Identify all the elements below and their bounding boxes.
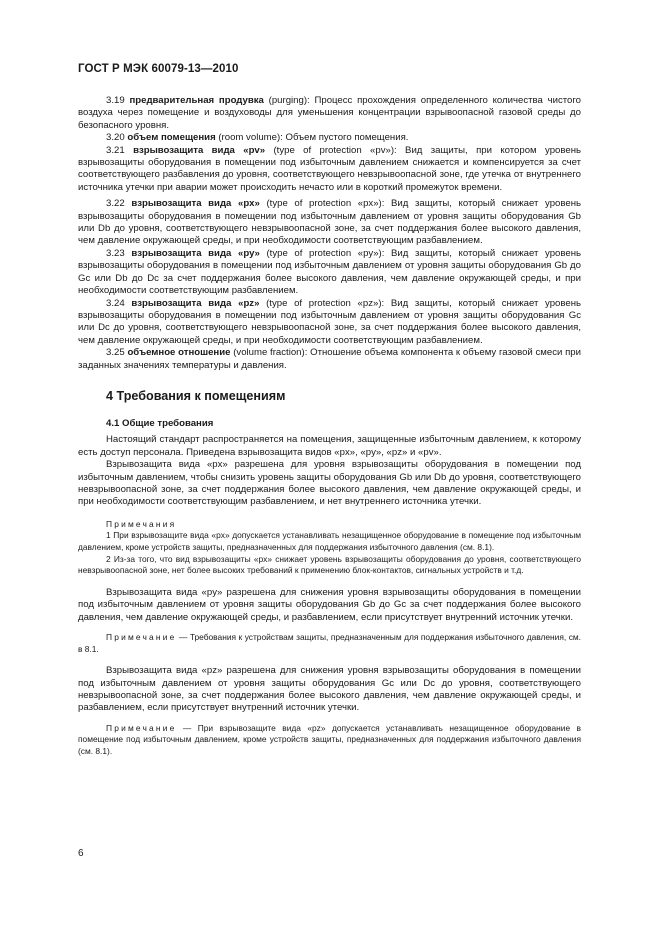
term-definition: (type of protection «px»): Вид защиты, который снижает уровень взрывозащиты оборудования в помещении под избыточным давлением от уровня защиты оборудования Gb или Db до уровня, соответствующего невзрывоопасной зоне, за счет поддержания более высокого давления, чем давление окружающей среды, и при необходимости соответствующим разбавлением. bbox=[78, 198, 582, 247]
term-number: 3.22 bbox=[106, 198, 125, 210]
note: 2 Из-за того, что вид взрывозащиты «px» снижает уровень взрывозащиты оборудования до уровня, соответствующего невзрывоопасной зоне, нет более высоких требований к применению блок-контактов, сигнальных устройств и т.д. bbox=[78, 553, 581, 576]
term-number: 3.19 bbox=[106, 95, 125, 106]
term-number: 3.20 bbox=[106, 132, 125, 144]
term-3-24 bbox=[78, 298, 581, 348]
term-number: 3.23 bbox=[106, 247, 125, 259]
term-definition: (type of protection «pz»): Вид защиты, который снижает уровень взрывозащиты оборудования в помещении под избыточным давлением от уровня защиты оборудования Gc или Dc до уровня, соответствующего невзрывоопасной зоне, за счет поддержания более высокого давления, чем давление окружающей среды, и при необходимости соответствующим разбавлением. bbox=[78, 297, 581, 346]
note-text: — При взрывозащите вида «pz» допускается устанавливать незащищенное оборудование в помещение под избыточным давлением, кроме устройств защиты, предназначенных для поддержания избыточного давления (см. 8.1). bbox=[78, 722, 581, 756]
term-definition: (type of protection «py»): Вид защиты, который снижает уровень взрывозащиты оборудования в помещении под избыточным давлением от уровня защиты оборудования Gb до Gc или Db до Dc за счет поддержания более высокого давления, чем давление окружающей среды, и при необходимости соответствующим разбавлением. bbox=[78, 247, 582, 297]
term-number: 3.21 bbox=[106, 144, 125, 156]
term-3-19 bbox=[78, 95, 581, 132]
subsection-heading: 4.1 Общие требования bbox=[106, 417, 214, 429]
term-3-20 bbox=[78, 132, 581, 144]
term-name: предварительная продувка bbox=[129, 95, 264, 106]
term-name: взрывозащита вида «py» bbox=[131, 247, 260, 259]
term-3-21 bbox=[78, 145, 581, 195]
term-3-25 bbox=[78, 347, 581, 372]
term-definition: (type of protection «pv»): Вид защиты, при котором уровень взрывозащиты оборудования в помещении под избыточным давлением снижается и компенсируется за счет соответствующего разбавления до уровня, соответствующего невзрывоопасной зоне, где утечка от внутреннего источника утечки при аварии может происходить нечасто или в короткий промежуток времени. bbox=[78, 144, 581, 193]
term-name: объем помещения bbox=[127, 132, 216, 144]
paragraph: Взрывозащита вида «px» разрешена для уровня взрывозащиты оборудования в помещении под избыточным давлением, чтобы снизить уровень защиты оборудования Gb или Db до уровня, соответствующего невзрывоопасной зоне, за счет поддержания более высокого давления, чем давление окружающей среды, и при необходимости соответствующим разбавлением, и нет внутреннего источника утечки. bbox=[78, 459, 581, 508]
term-definition: (purging): Процесс прохождения определенного количества чистого воздуха через помещение и воздуховоды для уменьшения концентрации взрывоопасной газовой среды до безопасного уровня. bbox=[78, 95, 581, 131]
notes-heading: Примечания bbox=[106, 518, 177, 529]
paragraph: Настоящий стандарт распространяется на помещения, защищенные избыточным давлением, к которому есть доступ персонала. Приведена взрывозащита видов «px», «py», «pz» и «pv». bbox=[78, 434, 581, 458]
term-3-23 bbox=[78, 248, 581, 298]
document-header: ГОСТ Р МЭК 60079-13—2010 bbox=[78, 63, 239, 75]
note-label: Примечание bbox=[106, 722, 177, 733]
note-text: — Требования к устройствам защиты, предназначенным для поддержания избыточного давления, см. в 8.1. bbox=[78, 631, 581, 654]
term-name: взрывозащита вида «pv» bbox=[133, 144, 266, 156]
paragraph: Взрывозащита вида «pz» разрешена для снижения уровня взрывозащиты оборудования в помещении под избыточным давлением от уровня защиты оборудования Gc или Dc до уровня, соответствующего невзрывоопасной зоне, за счет поддержания более высокого давления, чем давление окружающей среды, и разбавлением, если присутствует внутренний источник утечки. bbox=[78, 665, 581, 714]
term-definition: (room volume): Объем пустого помещения. bbox=[215, 132, 409, 144]
term-number: 3.24 bbox=[106, 297, 125, 309]
note: 1 При взрывозащите вида «px» допускается устанавливать незащищенное оборудование в помещение под избыточным давлением, кроме устройств защиты, предназначенных для поддержания избыточного давления (см. 8.1). bbox=[78, 530, 581, 552]
document-body bbox=[78, 95, 581, 758]
term-number: 3.25 bbox=[106, 347, 125, 359]
page-number: 6 bbox=[78, 848, 84, 859]
term-name: взрывозащита вида «px» bbox=[131, 198, 260, 210]
note bbox=[78, 632, 581, 655]
section-heading: 4 Требования к помещениям bbox=[106, 388, 286, 403]
note bbox=[78, 723, 581, 758]
paragraph: Взрывозащита вида «py» разрешена для снижения уровня взрывозащиты оборудования в помещении под избыточным давлением от уровня защиты оборудования Gb до Gc за счет поддержания более высокого давления, чем давление окружающей среды, и разбавлением, если присутствует внутренний источник утечки. bbox=[78, 586, 581, 623]
term-3-22 bbox=[78, 198, 581, 248]
note-label: Примечание bbox=[106, 631, 177, 642]
term-name: объемное отношение bbox=[127, 347, 231, 359]
term-name: взрывозащита вида «pz» bbox=[131, 297, 260, 309]
term-definition: (volume fraction): Отношение объема компонента к объему газовой смеси при заданных значениях температуры и давления. bbox=[78, 347, 582, 371]
